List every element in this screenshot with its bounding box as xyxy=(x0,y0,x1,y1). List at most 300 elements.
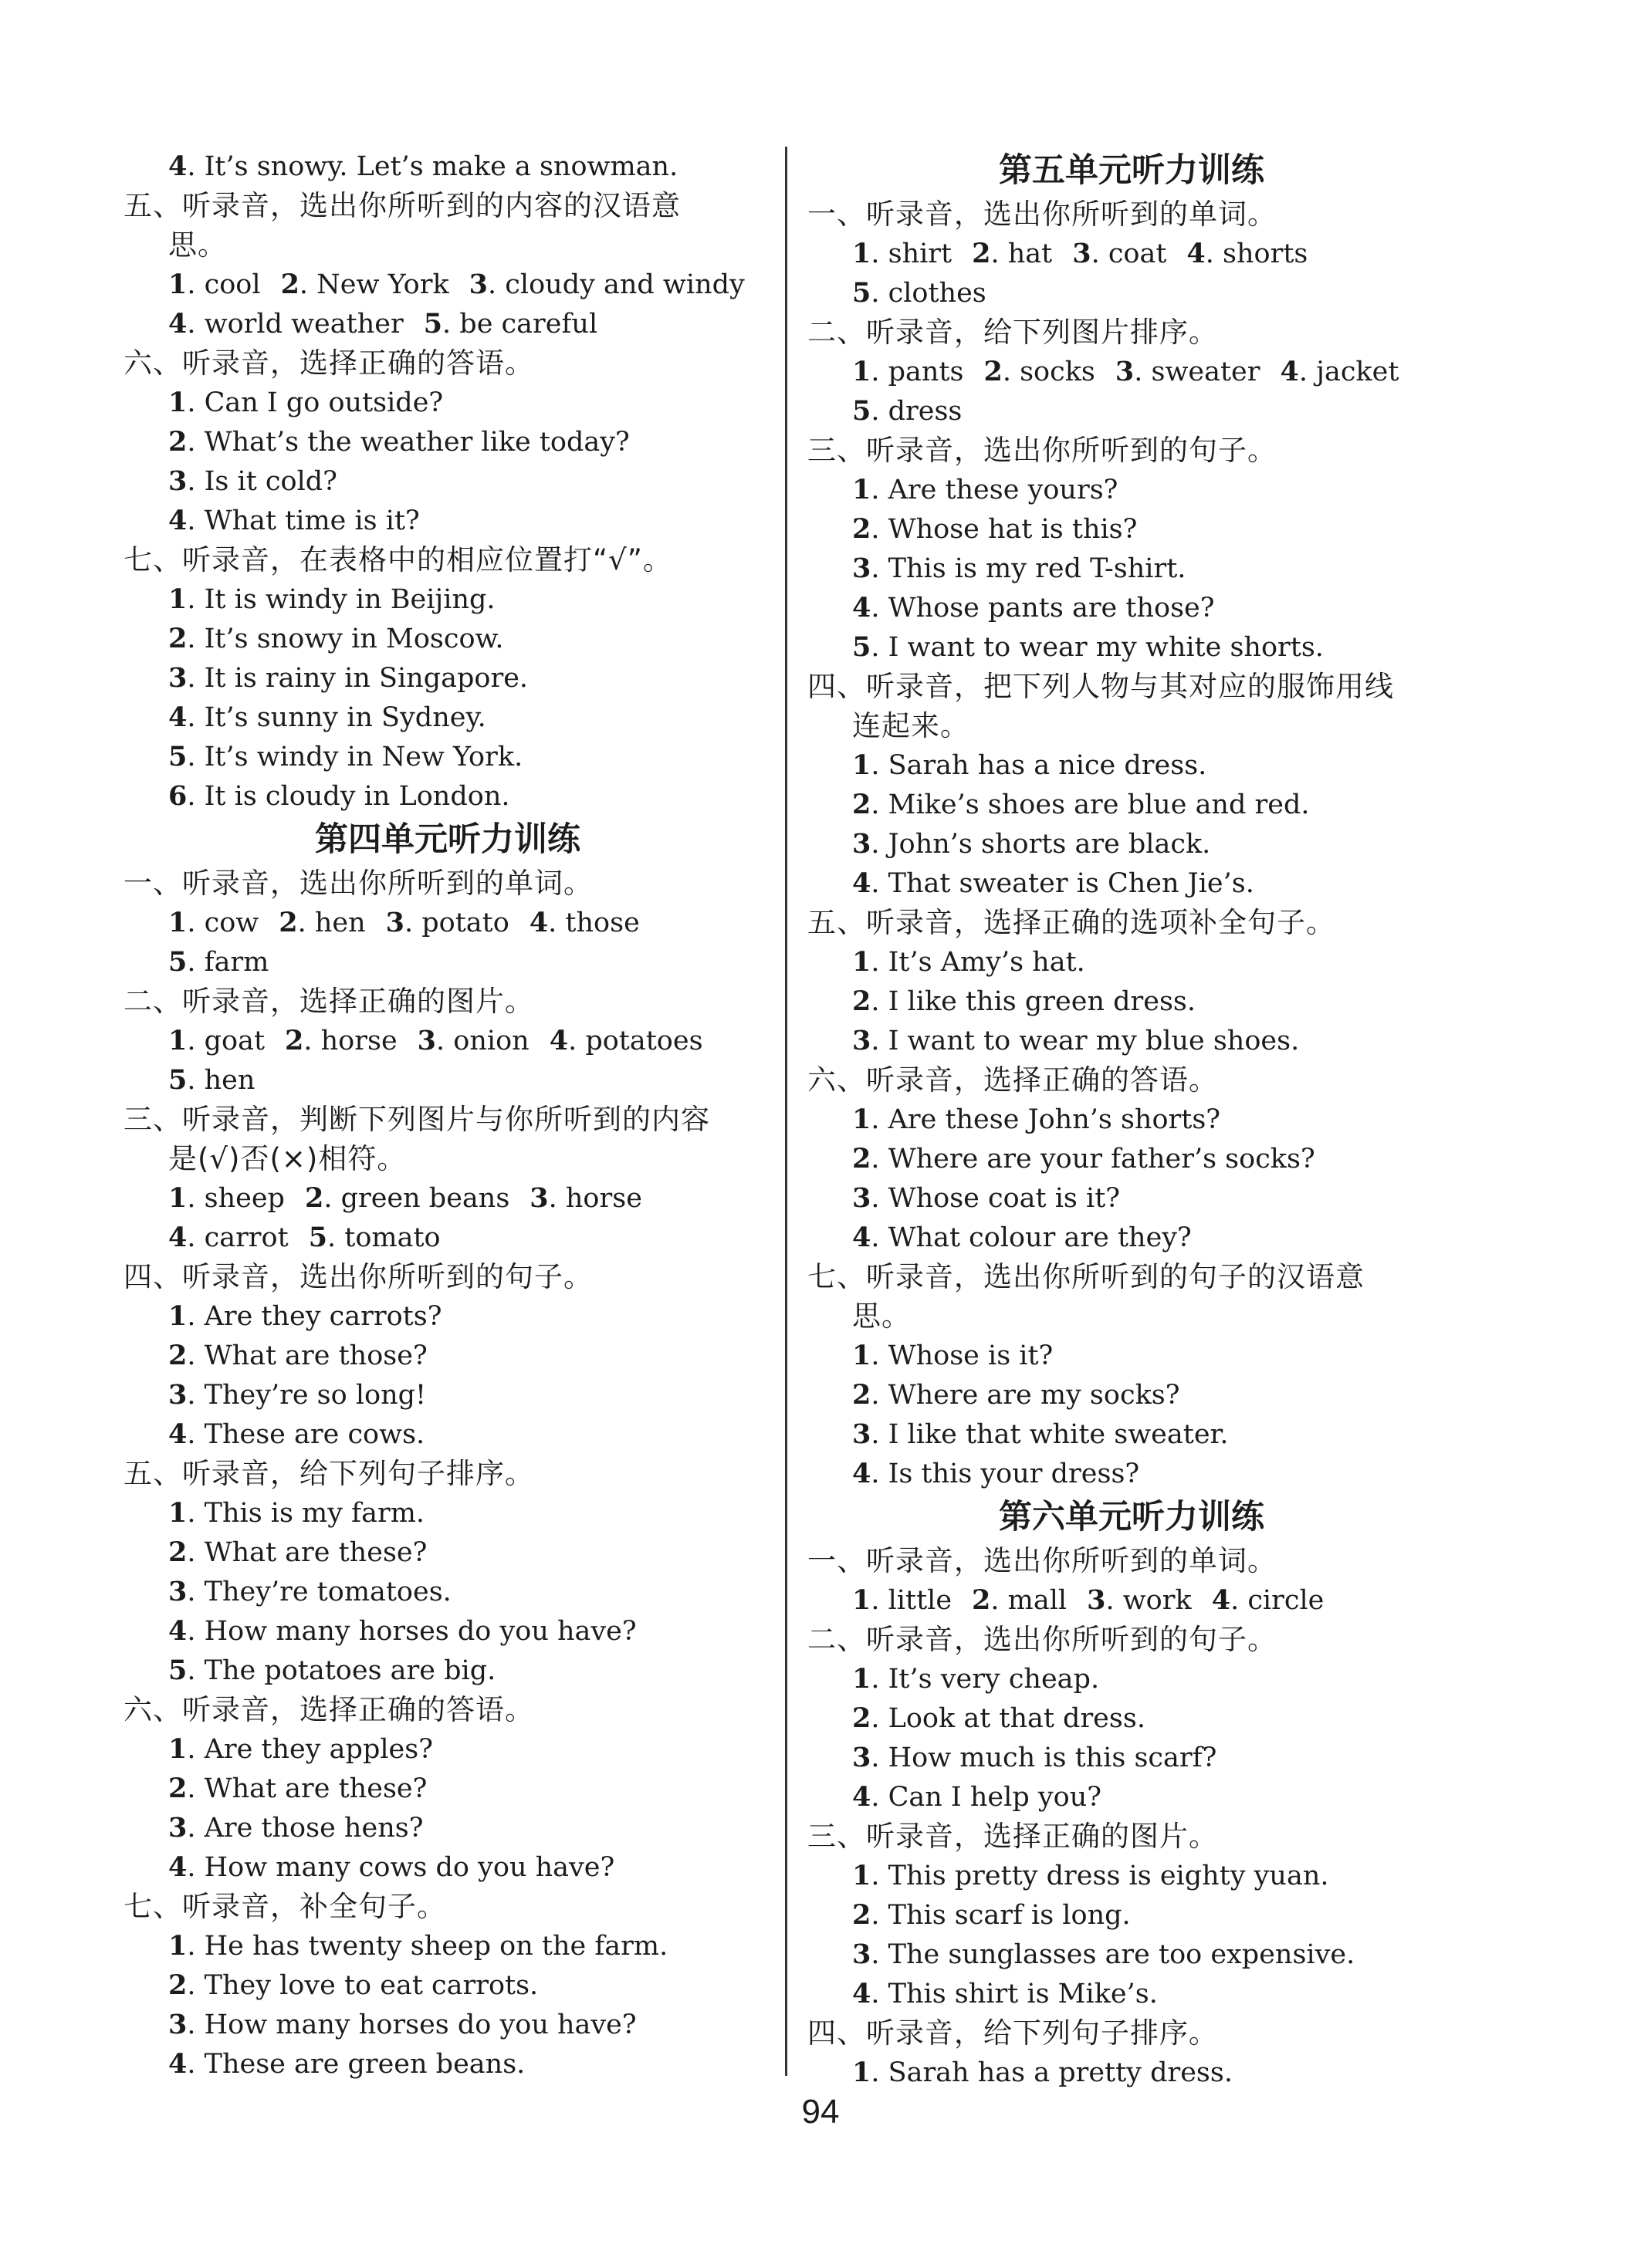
item-number: 4 xyxy=(1280,356,1299,387)
item-row xyxy=(168,1296,772,1336)
item-number: 3 xyxy=(417,1025,437,1056)
list-item xyxy=(852,1340,1053,1371)
item-text: . It is windy in Beijing. xyxy=(187,584,496,615)
unit-title: 第五单元听力训练 xyxy=(999,151,1264,190)
section-title-line: 思。 xyxy=(852,1300,911,1333)
item-text: . horse xyxy=(548,1183,642,1214)
list-item xyxy=(852,238,952,269)
section-title-line: 四、听录音，选出你所听到的句子。 xyxy=(123,1260,593,1293)
item-number: 1 xyxy=(852,238,871,269)
item-number: 1 xyxy=(168,387,188,418)
list-item xyxy=(852,632,1324,663)
item-row xyxy=(168,1965,772,2005)
section-title-line: 一、听录音，选出你所听到的单词。 xyxy=(807,1544,1277,1577)
item-text: . hen xyxy=(187,1065,255,1096)
section-title-line: 二、听录音，选出你所听到的句子。 xyxy=(807,1623,1277,1656)
section-title xyxy=(807,1257,1456,1336)
section-title xyxy=(123,1454,772,1493)
section-title-line: 二、听录音，选择正确的图片。 xyxy=(123,985,534,1018)
item-number: 4 xyxy=(852,1222,871,1253)
section-title-line: 三、听录音，选出你所听到的句子。 xyxy=(807,434,1277,467)
item-text: . sweater xyxy=(1134,357,1260,387)
item-text: . Sarah has a pretty dress. xyxy=(871,2057,1233,2088)
item-number: 4 xyxy=(168,1222,188,1253)
list-item xyxy=(852,789,1309,820)
item-row xyxy=(852,1454,1456,1493)
list-item xyxy=(168,1419,425,1450)
item-number: 2 xyxy=(279,907,298,938)
item-text: . be careful xyxy=(442,309,598,340)
item-list xyxy=(807,1100,1456,1257)
section-title xyxy=(123,1100,772,1178)
item-row xyxy=(168,1769,772,1808)
item-row xyxy=(852,1659,1456,1698)
item-row xyxy=(168,698,772,737)
item-number: 2 xyxy=(852,1379,871,1411)
item-row xyxy=(168,147,772,186)
item-number: 1 xyxy=(168,1300,188,1332)
item-number: 2 xyxy=(168,426,188,458)
section-title-line: 六、听录音，选择正确的答语。 xyxy=(807,1063,1218,1097)
section-title xyxy=(807,1541,1456,1580)
item-row xyxy=(852,1974,1456,2013)
item-text: . world weather xyxy=(187,309,404,340)
item-row xyxy=(168,265,772,304)
list-item xyxy=(530,1183,642,1214)
item-number: 3 xyxy=(168,1812,188,1844)
item-row xyxy=(852,785,1456,824)
list-item xyxy=(168,908,259,938)
item-number: 5 xyxy=(168,741,188,772)
list-item xyxy=(168,1183,285,1214)
list-item xyxy=(972,238,1052,269)
list-item xyxy=(972,1585,1067,1616)
list-item xyxy=(983,357,1095,387)
item-number: 3 xyxy=(1072,238,1091,269)
item-row xyxy=(168,1847,772,1887)
item-row xyxy=(852,549,1456,588)
item-text: . Is this your dress? xyxy=(871,1458,1140,1489)
list-item xyxy=(1212,1585,1325,1616)
item-text: . horse xyxy=(303,1026,398,1056)
item-text: . How many cows do you have? xyxy=(187,1852,615,1883)
item-number: 4 xyxy=(168,150,188,182)
item-text: . How many horses do you have? xyxy=(187,1616,637,1647)
list-item xyxy=(852,357,963,387)
item-list xyxy=(807,1336,1456,1493)
item-number: 2 xyxy=(304,1182,324,1214)
list-item xyxy=(852,1419,1229,1450)
section-title-line: 七、听录音，选出你所听到的句子的汉语意 xyxy=(807,1260,1365,1293)
item-text: . What colour are they? xyxy=(871,1222,1192,1253)
item-number: 3 xyxy=(852,1182,871,1214)
item-number: 1 xyxy=(852,946,871,978)
item-row xyxy=(852,352,1456,391)
item-text: . jacket xyxy=(1298,357,1399,387)
list-item xyxy=(852,2057,1233,2088)
list-item xyxy=(852,278,986,309)
item-text: . onion xyxy=(436,1026,530,1056)
item-row xyxy=(852,509,1456,549)
item-number: 3 xyxy=(852,1938,871,1970)
list-item xyxy=(1072,238,1166,269)
item-number: 2 xyxy=(285,1025,304,1056)
item-text: . potatoes xyxy=(568,1026,703,1056)
item-text: . The potatoes are big. xyxy=(187,1655,496,1686)
item-text: . Where are your father’s socks? xyxy=(871,1144,1315,1175)
item-number: 1 xyxy=(168,269,188,300)
item-text: . This is my red T-shirt. xyxy=(871,553,1186,584)
item-row xyxy=(852,1415,1456,1454)
item-text: . Sarah has a nice dress. xyxy=(871,750,1207,781)
item-list xyxy=(123,1296,772,1454)
list-item xyxy=(852,1979,1158,2009)
item-number: 1 xyxy=(168,907,188,938)
item-row xyxy=(852,1021,1456,1060)
item-text: . circle xyxy=(1230,1585,1325,1616)
item-list xyxy=(123,1021,772,1100)
item-row xyxy=(852,864,1456,903)
list-item xyxy=(281,269,449,300)
list-item xyxy=(852,1144,1315,1175)
item-row xyxy=(852,627,1456,667)
list-item xyxy=(852,1703,1145,1734)
item-row xyxy=(852,942,1456,982)
item-text: . It’s snowy in Moscow. xyxy=(187,624,504,654)
item-row xyxy=(852,470,1456,509)
list-item xyxy=(168,151,678,182)
item-row xyxy=(168,619,772,658)
item-row xyxy=(852,273,1456,313)
list-item xyxy=(418,1026,530,1056)
item-text: . It is rainy in Singapore. xyxy=(187,663,529,694)
item-text: . Can I go outside? xyxy=(187,387,444,418)
item-text: . Whose hat is this? xyxy=(871,514,1138,545)
list-item xyxy=(168,309,404,340)
item-number: 1 xyxy=(168,583,188,615)
item-row xyxy=(168,1493,772,1533)
item-number: 4 xyxy=(168,701,188,733)
item-number: 2 xyxy=(168,1969,188,2001)
item-text: . This scarf is long. xyxy=(871,1900,1131,1931)
item-row xyxy=(852,1935,1456,1974)
item-row xyxy=(168,1060,772,1100)
list-item xyxy=(168,1734,433,1765)
item-text: . Are these yours? xyxy=(871,475,1118,505)
item-row xyxy=(168,1218,772,1257)
item-text: . carrot xyxy=(187,1222,289,1253)
item-text: . socks xyxy=(1002,357,1095,387)
item-number: 4 xyxy=(168,505,188,536)
section-title xyxy=(123,1690,772,1729)
item-row xyxy=(168,1415,772,1454)
item-number: 1 xyxy=(168,1497,188,1529)
item-text: . potato xyxy=(404,908,509,938)
list-item xyxy=(852,553,1186,584)
item-number: 3 xyxy=(168,1576,188,1607)
item-row xyxy=(168,422,772,461)
item-text: . How many horses do you have? xyxy=(187,2009,637,2040)
item-number: 2 xyxy=(852,1143,871,1175)
list-item xyxy=(168,781,509,812)
section-title-line: 是(√)否(×)相符。 xyxy=(168,1142,407,1175)
item-text: . Whose pants are those? xyxy=(871,593,1215,624)
list-item xyxy=(852,829,1210,860)
section-title-line: 五、听录音，选择正确的选项补全句子。 xyxy=(807,906,1335,939)
section-title xyxy=(123,982,772,1021)
item-row xyxy=(168,776,772,816)
item-number: 1 xyxy=(852,2057,871,2088)
list-item xyxy=(852,1664,1099,1695)
list-item xyxy=(1186,238,1308,269)
item-number: 3 xyxy=(385,907,405,938)
list-item xyxy=(386,908,509,938)
item-text: . farm xyxy=(187,947,269,978)
item-number: 4 xyxy=(549,1025,569,1056)
item-text: . It’s snowy. Let’s make a snowman. xyxy=(187,151,678,182)
list-item xyxy=(852,1861,1329,1891)
item-number: 3 xyxy=(469,269,489,300)
list-item xyxy=(852,475,1118,505)
list-item xyxy=(852,986,1196,1017)
list-item xyxy=(550,1026,703,1056)
item-text: . They’re tomatoes. xyxy=(187,1577,452,1607)
list-item xyxy=(168,1931,668,1962)
item-number: 1 xyxy=(852,1104,871,1135)
item-list xyxy=(807,470,1456,667)
item-row xyxy=(852,1580,1456,1620)
item-number: 4 xyxy=(529,907,549,938)
item-number: 2 xyxy=(972,238,991,269)
item-number: 1 xyxy=(168,1930,188,1962)
item-text: . I want to wear my blue shoes. xyxy=(871,1026,1300,1056)
list-item xyxy=(168,387,443,418)
section-title xyxy=(807,1620,1456,1659)
item-text: . New York xyxy=(299,269,449,300)
item-row xyxy=(852,1100,1456,1139)
list-item xyxy=(168,466,337,497)
unit-title: 第四单元听力训练 xyxy=(315,820,580,859)
item-row xyxy=(168,2005,772,2044)
section-title-line: 七、听录音，补全句子。 xyxy=(123,1890,446,1923)
item-number: 1 xyxy=(852,356,871,387)
item-text: . shirt xyxy=(871,238,952,269)
section-title xyxy=(807,903,1456,942)
item-text: . shorts xyxy=(1205,238,1308,269)
section-title xyxy=(123,1887,772,1926)
item-row xyxy=(852,745,1456,785)
section-title xyxy=(123,540,772,580)
item-text: . What are these? xyxy=(187,1537,428,1568)
item-row xyxy=(168,1021,772,1060)
section-title-line: 五、听录音，给下列句子排序。 xyxy=(123,1457,534,1490)
list-item xyxy=(852,593,1215,624)
item-list xyxy=(807,745,1456,903)
section-title xyxy=(807,313,1456,352)
item-text: . I want to wear my white shorts. xyxy=(871,632,1324,663)
list-item xyxy=(168,1773,427,1804)
item-number: 1 xyxy=(168,1733,188,1765)
item-row xyxy=(852,1777,1456,1817)
item-row xyxy=(168,1808,772,1847)
section-title xyxy=(807,194,1456,234)
item-number: 2 xyxy=(983,356,1003,387)
item-text: . What’s the weather like today? xyxy=(187,427,630,458)
item-list xyxy=(807,352,1456,431)
item-text: . This shirt is Mike’s. xyxy=(871,1979,1158,2009)
item-text: . What are these? xyxy=(187,1773,428,1804)
item-number: 3 xyxy=(852,1418,871,1450)
item-number: 3 xyxy=(168,662,188,694)
item-row xyxy=(168,1611,772,1651)
item-text: . I like that white sweater. xyxy=(871,1419,1229,1450)
unit-title: 第六单元听力训练 xyxy=(999,1498,1264,1536)
list-item xyxy=(530,908,640,938)
item-text: . Mike’s shoes are blue and red. xyxy=(871,789,1310,820)
section-title xyxy=(807,1817,1456,1856)
item-list xyxy=(123,1729,772,1887)
right-column xyxy=(807,147,1456,2092)
item-list xyxy=(123,1178,772,1257)
list-item xyxy=(168,269,261,300)
list-item xyxy=(168,505,420,536)
list-item xyxy=(852,1380,1180,1411)
item-number: 4 xyxy=(852,1978,871,2009)
item-number: 4 xyxy=(852,867,871,899)
item-number: 1 xyxy=(168,1025,188,1056)
item-number: 2 xyxy=(852,985,871,1017)
item-text: . cow xyxy=(187,908,259,938)
item-row xyxy=(168,737,772,776)
list-item xyxy=(424,309,597,340)
section-title-line: 六、听录音，选择正确的答语。 xyxy=(123,346,534,380)
item-number: 5 xyxy=(168,1064,188,1096)
list-item xyxy=(168,1065,255,1096)
item-number: 2 xyxy=(168,1536,188,1568)
item-number: 6 xyxy=(168,780,188,812)
item-number: 1 xyxy=(852,1860,871,1891)
section-title-line: 一、听录音，选出你所听到的单词。 xyxy=(807,198,1277,231)
section-title-line: 连起来。 xyxy=(852,709,969,742)
list-item xyxy=(168,1616,637,1647)
section-title-line: 一、听录音，选出你所听到的单词。 xyxy=(123,867,593,900)
item-number: 3 xyxy=(852,1025,871,1056)
item-row xyxy=(168,1926,772,1965)
item-text: . He has twenty sheep on the farm. xyxy=(187,1931,668,1962)
section-title xyxy=(123,1257,772,1296)
section-title-line: 七、听录音，在表格中的相应位置打“√”。 xyxy=(123,543,672,576)
item-number: 4 xyxy=(852,592,871,624)
item-text: . These are cows. xyxy=(187,1419,425,1450)
item-row xyxy=(852,1698,1456,1738)
list-item xyxy=(168,1655,496,1686)
section-title xyxy=(123,186,772,265)
item-text: . Are those hens? xyxy=(187,1813,424,1844)
item-row xyxy=(852,1738,1456,1777)
item-row xyxy=(852,588,1456,627)
item-list xyxy=(807,2053,1456,2092)
item-number: 3 xyxy=(852,1742,871,1773)
section-title-line: 四、听录音，给下列句子排序。 xyxy=(807,2016,1218,2050)
item-list xyxy=(807,234,1456,313)
list-item xyxy=(309,1222,441,1253)
item-row xyxy=(852,1218,1456,1257)
item-number: 2 xyxy=(852,1899,871,1931)
list-item xyxy=(168,1537,427,1568)
item-text: . It’s Amy’s hat. xyxy=(871,947,1085,978)
item-row xyxy=(168,1336,772,1375)
item-text: . hat xyxy=(990,238,1053,269)
item-number: 3 xyxy=(530,1182,549,1214)
list-item xyxy=(168,2009,637,2040)
item-number: 2 xyxy=(168,1340,188,1371)
list-item xyxy=(168,1301,442,1332)
item-row xyxy=(168,1178,772,1218)
item-text: . It is cloudy in London. xyxy=(187,781,510,812)
item-text: . Look at that dress. xyxy=(871,1703,1145,1734)
item-text: . little xyxy=(871,1585,952,1616)
section-title xyxy=(807,1060,1456,1100)
list-item xyxy=(168,624,503,654)
item-number: 5 xyxy=(852,395,871,427)
item-row xyxy=(168,903,772,942)
item-number: 5 xyxy=(168,946,188,978)
list-item xyxy=(852,1585,952,1616)
item-text: . They love to eat carrots. xyxy=(187,1970,539,2001)
item-number: 5 xyxy=(168,1655,188,1686)
item-list xyxy=(123,383,772,540)
item-text: . clothes xyxy=(871,278,986,309)
item-list xyxy=(807,1856,1456,2013)
item-number: 1 xyxy=(852,1584,871,1616)
list-item xyxy=(852,1104,1220,1135)
item-row xyxy=(852,1895,1456,1935)
item-row xyxy=(852,1856,1456,1895)
item-list xyxy=(807,1580,1456,1620)
list-item xyxy=(168,1813,423,1844)
item-text: . Are they apples? xyxy=(187,1734,433,1765)
item-number: 5 xyxy=(308,1222,328,1253)
column-divider xyxy=(785,147,787,2076)
list-item xyxy=(852,750,1206,781)
item-list xyxy=(123,903,772,982)
item-text: . Are they carrots? xyxy=(187,1301,442,1332)
item-text: . mall xyxy=(990,1585,1067,1616)
item-text: . cloudy and windy xyxy=(488,269,745,300)
item-row xyxy=(852,982,1456,1021)
item-number: 5 xyxy=(852,277,871,309)
item-row xyxy=(168,1375,772,1415)
item-row xyxy=(852,1336,1456,1375)
list-item xyxy=(852,1026,1299,1056)
item-row xyxy=(852,234,1456,273)
item-row xyxy=(168,580,772,619)
list-item xyxy=(1115,357,1260,387)
item-row xyxy=(852,1178,1456,1218)
item-text: . Whose coat is it? xyxy=(871,1183,1121,1214)
item-text: . What time is it? xyxy=(187,505,420,536)
item-text: . pants xyxy=(871,357,964,387)
item-list xyxy=(123,1493,772,1690)
item-text: . I like this green dress. xyxy=(871,986,1196,1017)
item-text: . Whose is it? xyxy=(871,1340,1054,1371)
item-number: 3 xyxy=(168,1379,188,1411)
list-item xyxy=(168,663,528,694)
item-number: 4 xyxy=(168,2048,188,2080)
item-number: 5 xyxy=(423,308,443,340)
item-number: 4 xyxy=(1211,1584,1231,1616)
list-item xyxy=(305,1183,509,1214)
